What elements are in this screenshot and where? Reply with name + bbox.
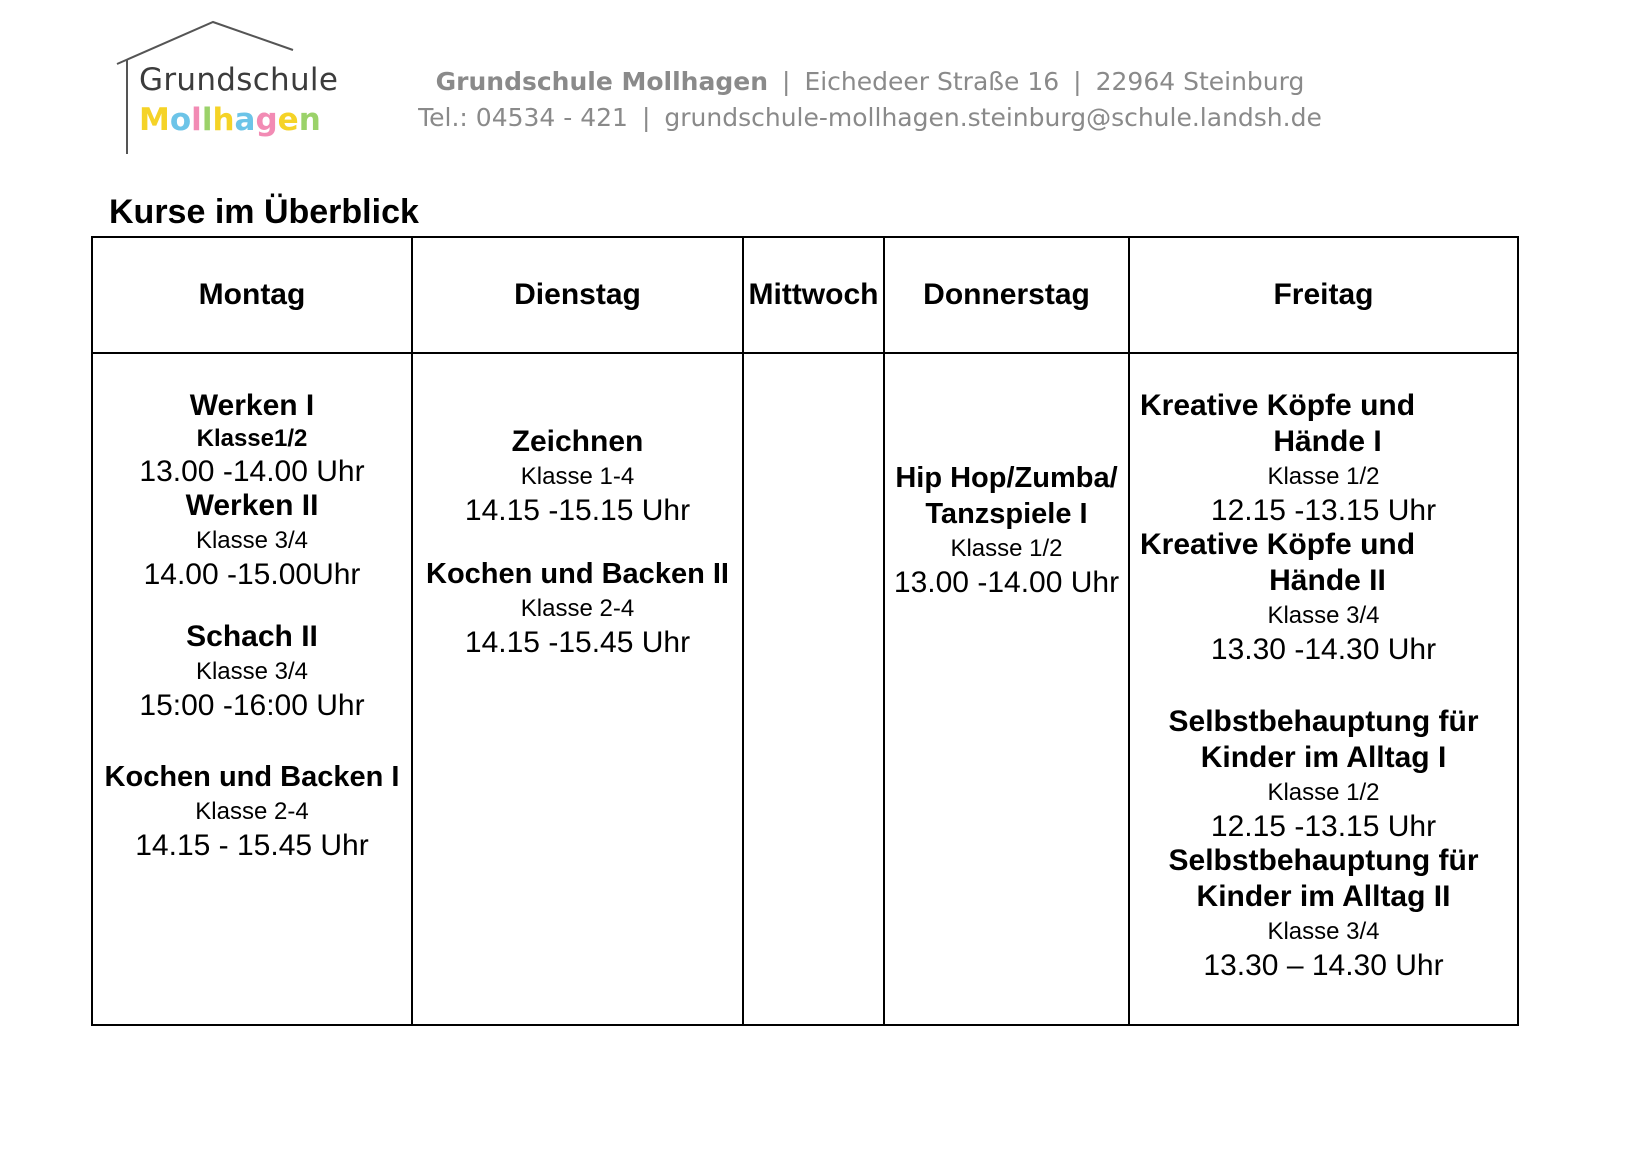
- contact-row-phone-email: [400, 100, 1340, 136]
- course-class: Klasse 1/2: [950, 535, 1063, 562]
- cell-dienstag: [412, 353, 743, 1025]
- cell-donnerstag: [884, 353, 1129, 1025]
- course-name-line2: Hände I: [1273, 425, 1382, 458]
- course-class: Klasse 2-4: [520, 595, 635, 622]
- logo-letter: l: [201, 102, 213, 138]
- course-time: 14.15 -15.15 Uhr: [464, 494, 691, 527]
- course-name-line1: Hip Hop/Zumba/: [895, 462, 1118, 494]
- contact-street: Eichedeer Straße 16: [804, 67, 1060, 96]
- logo-letter: a: [234, 102, 256, 138]
- course-class: Klasse 2-4: [195, 798, 309, 825]
- course-selbstbehauptung-1: [1130, 704, 1517, 845]
- course-name-line1: Kreative Köpfe und: [1140, 528, 1416, 561]
- course-zeichnen: [413, 424, 742, 529]
- course-werken-2: [93, 488, 411, 593]
- course-time: 14.15 -15.45 Uhr: [464, 626, 691, 659]
- course-time: 13.30 -14.30 Uhr: [1210, 633, 1437, 666]
- logo-letter: M: [139, 102, 170, 138]
- logo-letter: o: [169, 102, 192, 138]
- course-name: Zeichnen: [511, 425, 644, 458]
- day-header-dienstag: Dienstag: [412, 237, 743, 353]
- course-werken-1: [93, 388, 411, 490]
- cell-mittwoch: [743, 353, 884, 1025]
- course-kochen-backen-1: [93, 759, 411, 864]
- contact-row-address: [400, 64, 1340, 100]
- course-time: 13.30 – 14.30 Uhr: [1203, 949, 1444, 982]
- course-schach-2: [93, 619, 411, 724]
- course-class: Klasse 3/4: [1267, 602, 1380, 629]
- contact-block: [400, 64, 1340, 136]
- day-header-mittwoch: Mittwoch: [743, 237, 884, 353]
- logo-letter: e: [277, 102, 299, 138]
- cell-montag: [92, 353, 412, 1025]
- course-time: 14.15 - 15.45 Uhr: [135, 829, 369, 862]
- course-name-line2: Hände II: [1269, 564, 1386, 597]
- course-kreative-koepfe-2: [1130, 527, 1517, 668]
- course-time: 13.00 -14.00 Uhr: [139, 455, 365, 488]
- course-name: Kochen und Backen II: [426, 558, 729, 590]
- course-name-line2: Tanzspiele I: [925, 498, 1088, 530]
- course-class: Klasse 1/2: [1267, 463, 1380, 490]
- course-name: Werken II: [185, 489, 319, 522]
- course-kochen-backen-2: [413, 556, 742, 661]
- cell-freitag: [1129, 353, 1518, 1025]
- table-row: [92, 353, 1518, 1025]
- contact-email[interactable]: grundschule-mollhagen.steinburg@schule.landsh.de: [664, 103, 1322, 132]
- course-time: 13.00 -14.00 Uhr: [893, 566, 1120, 599]
- logo-text-grundschule: Grundschule: [139, 62, 339, 98]
- course-time: 12.15 -13.15 Uhr: [1210, 810, 1437, 843]
- course-time: 12.15 -13.15 Uhr: [1210, 494, 1437, 527]
- course-class: Klasse 3/4: [1267, 918, 1380, 945]
- day-header-montag: Montag: [92, 237, 412, 353]
- course-name-line1: Kreative Köpfe und: [1140, 389, 1416, 422]
- course-name-line1: Selbstbehauptung für: [1168, 705, 1479, 738]
- course-name-line2: Kinder im Alltag II: [1196, 880, 1451, 913]
- day-header-donnerstag: Donnerstag: [884, 237, 1129, 353]
- contact-separator: |: [1073, 67, 1082, 96]
- course-schedule-table: [91, 236, 1519, 1026]
- course-class: Klasse 1-4: [520, 463, 635, 490]
- course-kreative-koepfe-1: [1130, 388, 1517, 529]
- page-title: Kurse im Überblick: [109, 193, 419, 231]
- contact-city: 22964 Steinburg: [1095, 67, 1305, 96]
- contact-separator: |: [782, 67, 791, 96]
- contact-separator: |: [641, 103, 651, 132]
- course-name-line2: Kinder im Alltag I: [1200, 741, 1447, 774]
- course-hiphop-zumba: [885, 460, 1128, 601]
- contact-school-name: Grundschule Mollhagen: [435, 67, 768, 96]
- course-time: 14.00 -15.00Uhr: [143, 558, 361, 591]
- contact-phone: Tel.: 04534 - 421: [418, 103, 628, 132]
- course-class: Klasse 3/4: [195, 527, 309, 554]
- logo-letter: g: [255, 102, 278, 138]
- logo-text-mollhagen: [139, 102, 321, 138]
- course-class: Klasse 3/4: [195, 658, 309, 685]
- logo-letter: h: [212, 102, 235, 138]
- course-name: Werken I: [189, 389, 315, 422]
- logo-letter: l: [191, 102, 202, 138]
- course-name: Schach II: [186, 620, 318, 653]
- course-time: 15:00 -16:00 Uhr: [139, 689, 365, 722]
- day-header-freitag: Freitag: [1129, 237, 1518, 353]
- table-header-row: [92, 237, 1518, 353]
- school-logo: [115, 20, 375, 155]
- course-class: Klasse 1/2: [1267, 779, 1380, 806]
- course-name: Kochen und Backen I: [104, 761, 400, 793]
- course-name-line1: Selbstbehauptung für: [1168, 844, 1479, 877]
- logo-letter: n: [298, 102, 321, 138]
- course-selbstbehauptung-2: [1130, 843, 1517, 984]
- course-class: Klasse1/2: [196, 425, 308, 452]
